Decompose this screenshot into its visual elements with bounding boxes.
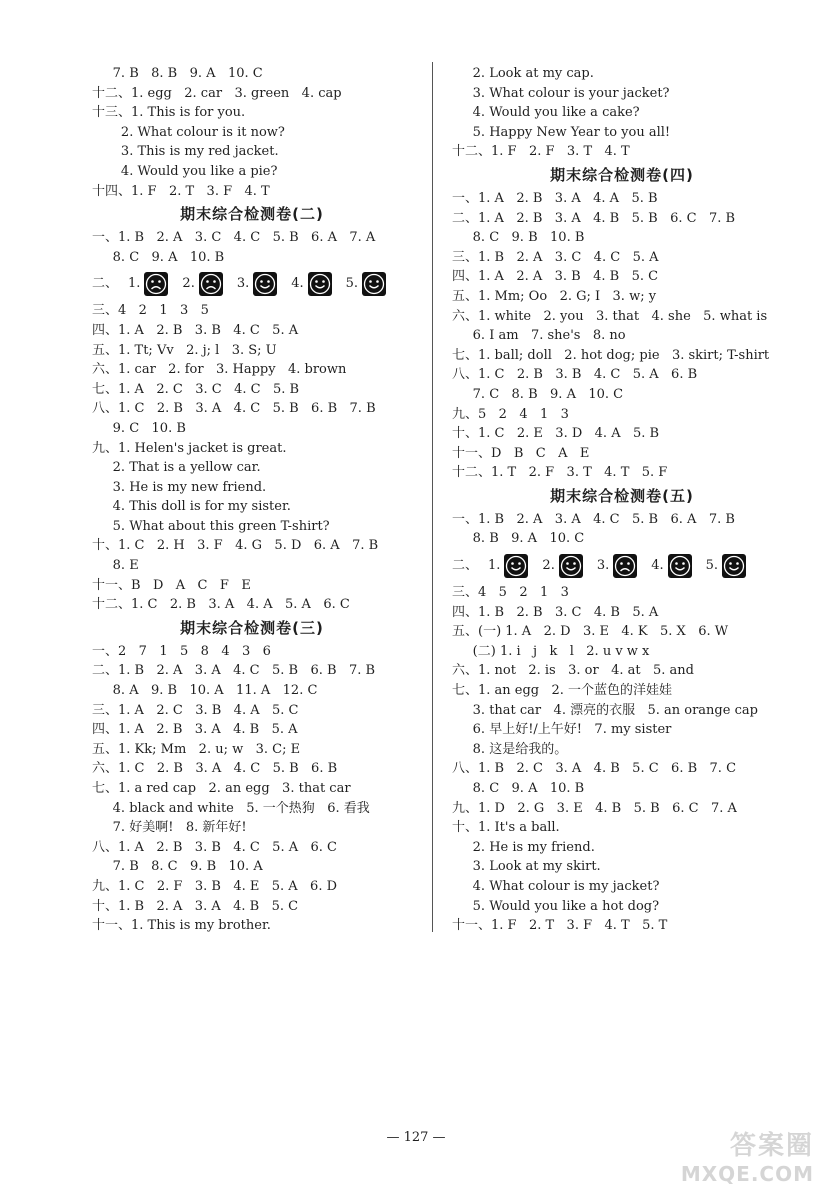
answer-line: 8. E <box>92 558 139 574</box>
answer-line: 3. He is my new friend. <box>92 479 267 495</box>
answer-line: 四、1. A 2. A 3. B 4. B 5. C <box>452 269 659 285</box>
answer-line: 二、1. B 2. A 3. A 4. C 5. B 6. B 7. B <box>92 663 376 679</box>
item-label: 5. <box>705 558 719 574</box>
item-label: 3. <box>596 558 610 574</box>
section-heading: 期末综合检测卷(五) <box>550 486 694 505</box>
answer-line: 九、5 2 4 1 3 <box>452 406 569 422</box>
answer-line: 7. B 8. B 9. A 10. C <box>92 66 263 81</box>
answer-line: (二) 1. i j k l 2. u v w x <box>452 643 650 659</box>
watermark-logo <box>681 1125 814 1186</box>
answer-line: 九、1. D 2. G 3. E 4. B 5. B 6. C 7. A <box>452 800 737 816</box>
answer-line: 8. A 9. B 10. A 11. A 12. C <box>92 683 318 699</box>
answer-line: 9. C 10. B <box>92 420 186 436</box>
answer-line: 8. 这是给我的。 <box>452 741 568 757</box>
answers-block <box>452 64 792 162</box>
answer-line: 十二、1. egg 2. car 3. green 4. cap <box>92 85 342 101</box>
answer-line: 七、1. ball; doll 2. hot dog; pie 3. skirt; T-shirt <box>452 347 770 363</box>
item-label: 4. <box>651 558 664 574</box>
answer-line: 四、1. A 2. B 3. B 4. C 5. A <box>92 322 299 338</box>
answers-block <box>92 64 412 201</box>
answers-block <box>452 189 792 483</box>
watermark-text: 答案圈 <box>729 1131 814 1161</box>
answer-line: 四、1. A 2. B 3. A 4. B 5. A <box>92 722 298 738</box>
answer-line: 十一、D B C A E <box>452 445 590 461</box>
smiley-face-icon <box>308 272 332 296</box>
answer-line: 7. 好美啊! 8. 新年好! <box>92 820 247 836</box>
smiley-face-icon <box>668 554 692 578</box>
face-answers-row <box>452 549 792 583</box>
item-label: 3. <box>236 276 250 292</box>
answer-line: 三、4 5 2 1 3 <box>452 585 569 601</box>
item-label: 2. <box>182 276 195 292</box>
answer-line: 2. What colour is it now? <box>92 124 285 140</box>
answer-line: 十三、1. This is for you. <box>92 105 246 121</box>
item-label: 4. <box>291 276 304 292</box>
answer-line: 一、1. B 2. A 3. A 4. C 5. B 6. A 7. B <box>452 511 735 527</box>
sad-face-icon <box>199 272 223 296</box>
sad-face-icon <box>613 554 637 578</box>
answers-block <box>452 583 792 936</box>
answer-line: 六、1. white 2. you 3. that 4. she 5. what is <box>452 308 768 324</box>
face-answers-row <box>92 267 412 301</box>
answer-line: 三、1. A 2. C 3. B 4. A 5. C <box>92 702 299 718</box>
answer-line: 五、1. Tt; Vv 2. j; l 3. S; U <box>92 342 277 358</box>
answer-line: 7. B 8. C 9. B 10. A <box>92 859 263 875</box>
question-number: 二、 <box>92 276 119 292</box>
smiley-face-icon <box>253 272 277 296</box>
answer-line: 六、1. car 2. for 3. Happy 4. brown <box>92 362 347 378</box>
answer-line: 3. that car 4. 漂亮的衣服 5. an orange cap <box>452 702 758 718</box>
answer-line: 十二、1. T 2. F 3. T 4. T 5. F <box>452 465 668 481</box>
answer-line: 5. Happy New Year to you all! <box>452 124 671 140</box>
right-column <box>452 64 792 936</box>
answer-line: 七、1. a red cap 2. an egg 3. that car <box>92 781 351 796</box>
answers-block <box>92 642 412 936</box>
answer-line: 3. What colour is your jacket? <box>452 85 670 101</box>
answer-line: 5. What about this green T-shirt? <box>92 518 330 534</box>
answer-line: 4. black and white 5. 一个热狗 6. 看我 <box>92 800 370 816</box>
answer-line: 八、1. A 2. B 3. B 4. C 5. A 6. C <box>92 839 337 855</box>
answer-line: 8. C 9. B 10. B <box>452 230 585 246</box>
answer-line: 六、1. not 2. is 3. or 4. at 5. and <box>452 663 694 679</box>
answer-line: 4. This doll is for my sister. <box>92 499 291 515</box>
answer-line: 3. This is my red jacket. <box>92 144 279 160</box>
smiley-face-icon <box>362 272 386 296</box>
smiley-face-icon <box>559 554 583 578</box>
answer-line: 十一、1. F 2. T 3. F 4. T 5. T <box>452 918 668 934</box>
answer-line: 八、1. B 2. C 3. A 4. B 5. C 6. B 7. C <box>452 761 737 777</box>
answer-line: 2. Look at my cap. <box>452 66 594 81</box>
answer-line: 四、1. B 2. B 3. C 4. B 5. A <box>452 604 659 620</box>
answer-line: 4. Would you like a pie? <box>92 163 278 179</box>
section-heading: 期末综合检测卷(四) <box>550 165 694 184</box>
answer-line: 8. C 9. A 10. B <box>452 781 585 796</box>
answer-line: 十四、1. F 2. T 3. F 4. T <box>92 183 270 199</box>
item-label: 1. <box>128 276 141 292</box>
answer-line: 6. I am 7. she's 8. no <box>452 328 626 344</box>
smiley-face-icon <box>504 554 528 578</box>
item-label: 2. <box>542 558 555 574</box>
answer-line: 一、1. B 2. A 3. C 4. C 5. B 6. A 7. A <box>92 230 376 246</box>
answer-line: 三、1. B 2. A 3. C 4. C 5. A <box>452 249 659 265</box>
page-number: — 127 — <box>386 1130 446 1145</box>
answer-line: 5. Would you like a hot dog? <box>452 898 660 914</box>
answer-line: 3. Look at my skirt. <box>452 859 601 875</box>
left-column <box>92 64 412 936</box>
answer-line: 一、2 7 1 5 8 4 3 6 <box>92 643 271 659</box>
answer-line: 十一、B D A C F E <box>92 577 251 593</box>
answers-block <box>92 301 412 615</box>
answer-line: 八、1. C 2. B 3. B 4. C 5. A 6. B <box>452 367 698 383</box>
answer-line: 十二、1. F 2. F 3. T 4. T <box>452 144 630 160</box>
answers-block <box>92 228 412 267</box>
answer-line: 七、1. an egg 2. 一个蓝色的洋娃娃 <box>452 683 673 699</box>
answer-line: 6. 早上好!/上午好! 7. my sister <box>452 722 672 738</box>
answer-line: 2. That is a yellow car. <box>92 460 261 476</box>
section-heading: 期末综合检测卷(三) <box>180 618 324 637</box>
answer-line: 十二、1. C 2. B 3. A 4. A 5. A 6. C <box>92 597 350 613</box>
section-heading: 期末综合检测卷(二) <box>180 205 324 224</box>
answer-line: 十一、1. This is my brother. <box>92 918 271 934</box>
item-label: 5. <box>345 276 359 292</box>
answer-line: 4. Would you like a cake? <box>452 105 640 121</box>
sad-face-icon <box>144 272 168 296</box>
answer-line: 九、1. Helen's jacket is great. <box>92 440 287 456</box>
answer-line: 十、1. C 2. H 3. F 4. G 5. D 6. A 7. B <box>92 538 379 554</box>
answer-line: 十、1. It's a ball. <box>452 820 560 836</box>
answer-line: 一、1. A 2. B 3. A 4. A 5. B <box>452 190 658 206</box>
answer-line: 五、1. Mm; Oo 2. G; I 3. w; y <box>452 288 657 304</box>
answer-line: 7. C 8. B 9. A 10. C <box>452 386 624 402</box>
answer-line: 二、1. A 2. B 3. A 4. B 5. B 6. C 7. B <box>452 210 736 226</box>
answer-line: 十、1. C 2. E 3. D 4. A 5. B <box>452 426 660 442</box>
answer-line: 五、(一) 1. A 2. D 3. E 4. K 5. X 6. W <box>452 624 729 640</box>
answer-line: 九、1. C 2. F 3. B 4. E 5. A 6. D <box>92 878 338 894</box>
question-number: 二、 <box>452 558 479 574</box>
answer-line: 七、1. A 2. C 3. C 4. C 5. B <box>92 381 300 397</box>
answer-line: 2. He is my friend. <box>452 839 595 855</box>
answers-block <box>452 510 792 549</box>
item-label: 1. <box>488 558 501 574</box>
answer-line: 8. C 9. A 10. B <box>92 249 225 265</box>
column-divider <box>432 62 433 932</box>
answer-line: 十、1. B 2. A 3. A 4. B 5. C <box>92 898 299 914</box>
answer-line: 4. What colour is my jacket? <box>452 878 660 894</box>
answer-line: 八、1. C 2. B 3. A 4. C 5. B 6. B 7. B <box>92 401 376 417</box>
answer-line: 六、1. C 2. B 3. A 4. C 5. B 6. B <box>92 761 338 777</box>
watermark-url: MXQE.COM <box>680 1162 814 1186</box>
answer-line: 三、4 2 1 3 5 <box>92 303 209 319</box>
answer-line: 五、1. Kk; Mm 2. u; w 3. C; E <box>92 741 301 757</box>
answer-line: 8. B 9. A 10. C <box>452 531 585 547</box>
smiley-face-icon <box>722 554 746 578</box>
